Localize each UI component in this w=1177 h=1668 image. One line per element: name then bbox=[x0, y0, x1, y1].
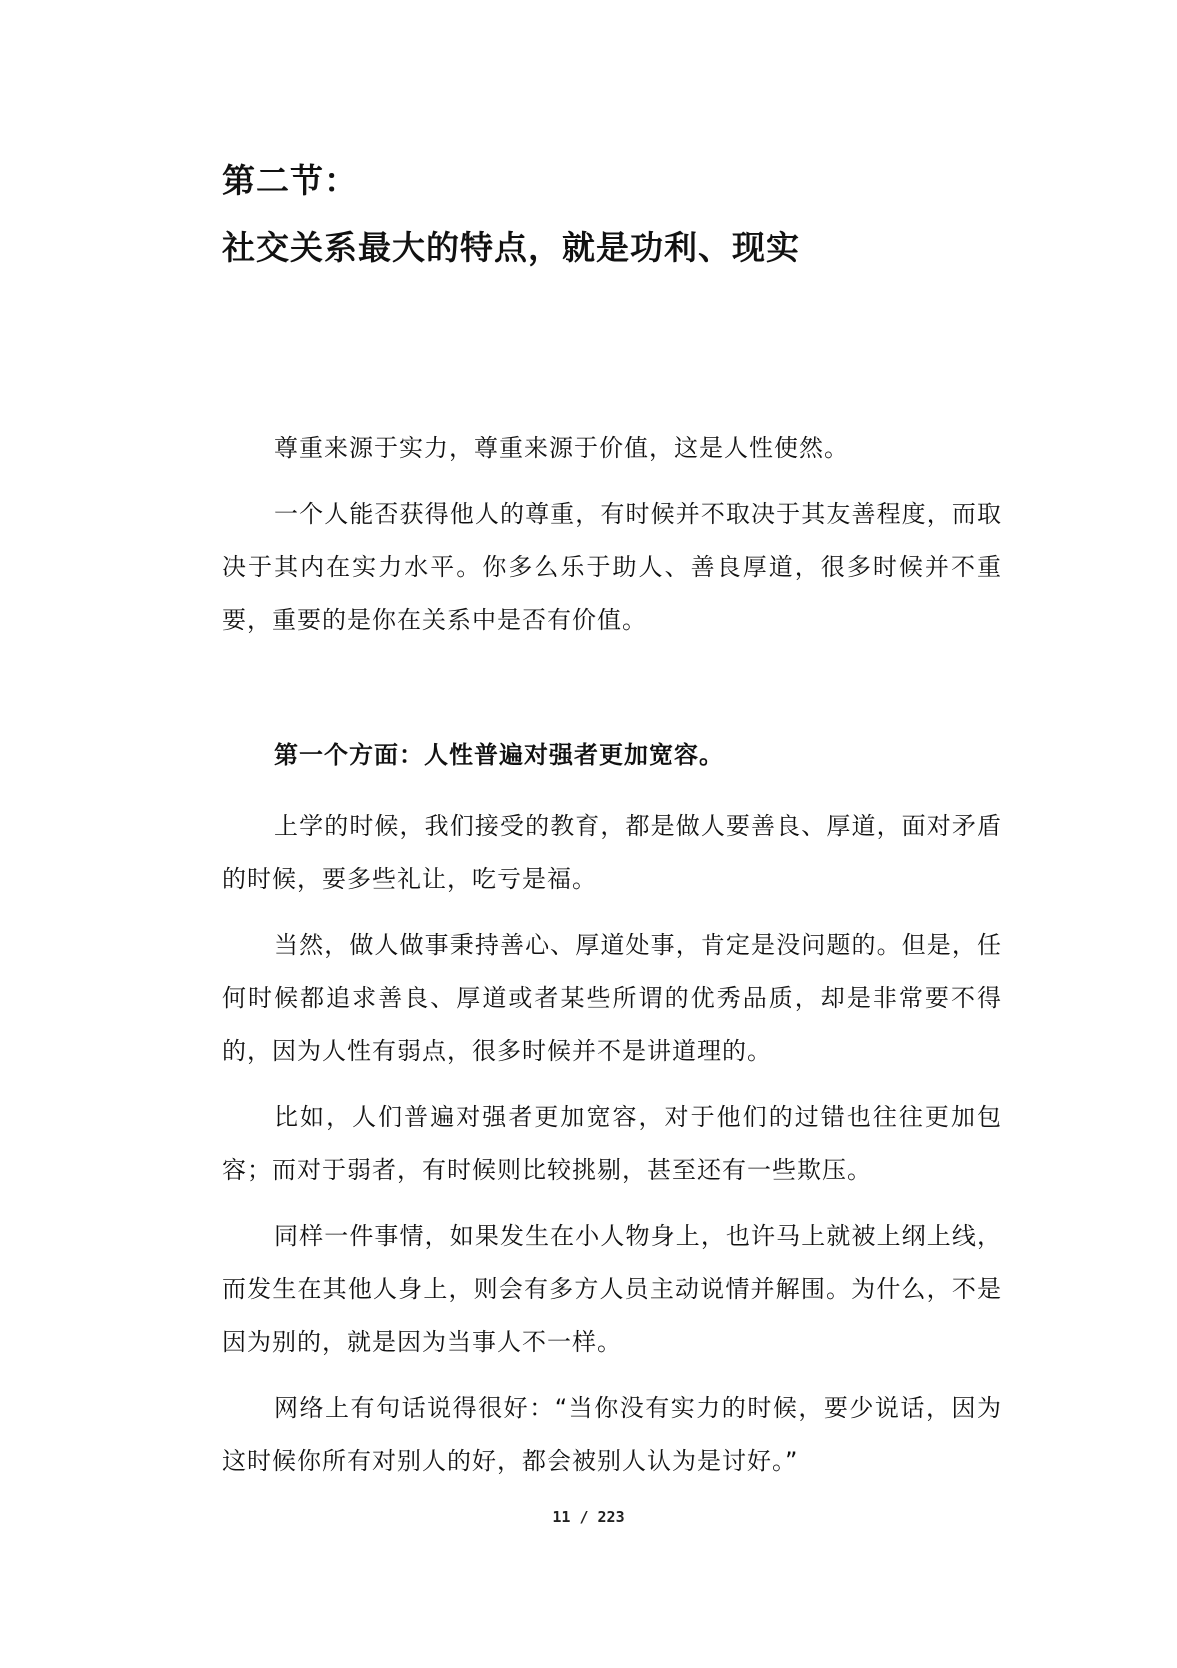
section-label: 第二节： bbox=[222, 161, 358, 200]
paragraph: 上学的时候，我们接受的教育，都是做人要善良、厚道，面对矛盾的时候，要多些礼让，吃亏是福。 bbox=[222, 812, 1002, 893]
paragraph: 同样一件事情，如果发生在小人物身上，也许马上就被上纲上线，而发生在其他人身上，则会有多方人员主动说情并解围。为什么，不是因为别的，就是因为当事人不一样。 bbox=[222, 1222, 1002, 1356]
section-title: 社交关系最大的特点，就是功利、现实 bbox=[222, 228, 800, 267]
paragraph: 比如，人们普遍对强者更加宽容，对于他们的过错也往往更加包容；而对于弱者，有时候则比较挑剔，甚至还有一些欺压。 bbox=[222, 1103, 1002, 1184]
paragraph: 网络上有句话说得很好：“当你没有实力的时候，要少说话，因为这时候你所有对别人的好，都会被别人认为是讨好。” bbox=[222, 1394, 1002, 1475]
paragraph: 当然，做人做事秉持善心、厚道处事，肯定是没问题的。但是，任何时候都追求善良、厚道或者某些所谓的优秀品质，却是非常要不得的，因为人性有弱点，很多时候并不是讲道理的。 bbox=[222, 931, 1002, 1065]
paragraph: 尊重来源于实力，尊重来源于价值，这是人性使然。 bbox=[274, 434, 849, 462]
body-text bbox=[222, 422, 1002, 1501]
subheading: 第一个方面：人性普遍对强者更加宽容。 bbox=[274, 741, 724, 769]
paragraph: 一个人能否获得他人的尊重，有时候并不取决于其友善程度，而取决于其内在实力水平。你多么乐于助人、善良厚道，很多时候并不重要，重要的是你在关系中是否有价值。 bbox=[222, 500, 1002, 634]
page-number: 11 / 223 bbox=[552, 1508, 625, 1526]
